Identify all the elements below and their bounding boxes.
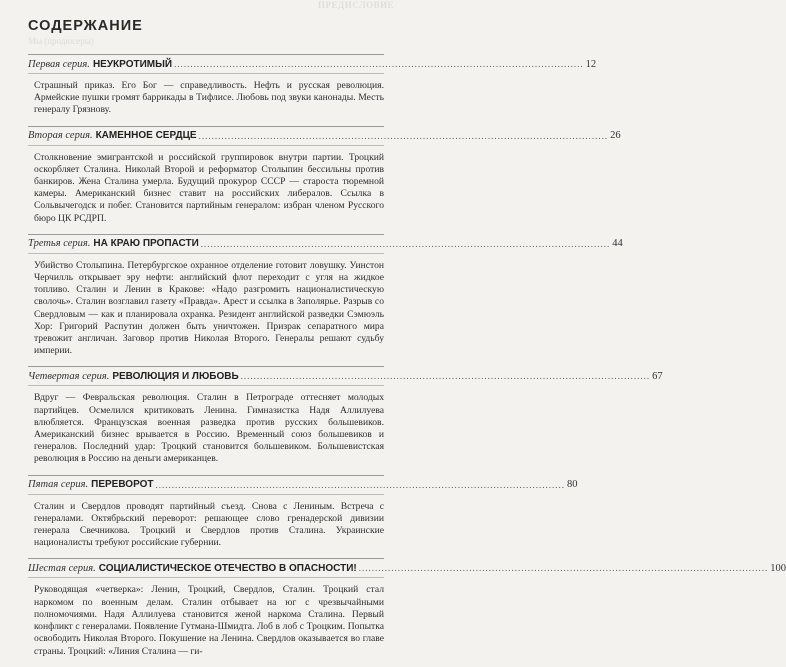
page-number: 44 <box>612 238 623 250</box>
leader-dots: .............................................................................................................................. <box>174 59 584 69</box>
toc-title-row <box>28 366 663 386</box>
series-label: Первая серия. <box>28 58 90 70</box>
episode-description: Вдруг — Февральская революция. Сталин в Петрограде оттесняет молодых партийцев. Осмелился критиковать Ленина. Гимназистка Надя Аллилуева влюбляется. Французская военная разведка против русских большевиков. Американский бизнес врывается в Россию. Временный союз большевиков и генералов. Последний удар: Троцкий становится большевиком. Большевистская революция в Россию на деньги американцев. <box>34 392 384 465</box>
toc-title-row <box>28 558 786 578</box>
page-number: 12 <box>585 58 597 70</box>
series-label: Шестая серия. <box>28 562 96 574</box>
leader-dots: .............................................................................................................................. <box>240 371 651 382</box>
bleed-subline: Мы (продюсеры) <box>28 36 94 46</box>
episode-title: НА КРАЮ ПРОПАСТИ <box>93 238 199 250</box>
series-label: Третья серия. <box>28 238 91 250</box>
leader-dots: .............................................................................................................................. <box>200 238 611 249</box>
leader-dots: .............................................................................................................................. <box>198 130 609 141</box>
toc-entry-4 <box>28 366 663 465</box>
page-title: СОДЕРЖАНИЕ <box>28 18 143 34</box>
leader-dots: .............................................................................................................................. <box>358 563 769 574</box>
leader-dots: .............................................................................................................................. <box>155 479 565 490</box>
episode-description: Руководящая «четверка»: Ленин, Троцкий, Свердлов, Сталин. Троцкий стал наркомом по военным делам. Сталин отбывает на юг с чрезвычайными полномочиями. Надя Аллилуева становится женой наркома Сталина. Первый конфликт с генералами. Появление Гутмана-Шмидта. Лоб в лоб с Троцким. Попытка освободить Николая Второго. Покушение на Ленина. Свердлов оказывается во главе страны. Троцкий: «Линия Сталина — ги- <box>34 584 384 657</box>
toc-title-row <box>28 234 623 254</box>
episode-title: КАМЕННОЕ СЕРДЦЕ <box>95 130 197 142</box>
page-number: 80 <box>567 479 578 491</box>
page-number: 67 <box>652 370 663 382</box>
toc-entry-2 <box>28 126 621 225</box>
bleed-heading: ПРЕДИСЛОВИЕ <box>318 0 395 10</box>
toc-title-row <box>28 475 578 495</box>
episode-title: СОЦИАЛИСТИЧЕСКОЕ ОТЕЧЕСТВО В ОПАСНОСТИ! <box>98 562 357 574</box>
series-label: Четвертая серия. <box>28 370 110 382</box>
table-of-contents <box>28 54 786 667</box>
toc-entry-3 <box>28 234 623 358</box>
episode-description: Сталин и Свердлов проводят партийный съезд. Снова с Лениным. Встреча с генералами. Октябрьский переворот: решающее слово гренадерской дивизии генерала Свечникова. Троцкий и Свердлов против Сталина. Украинские националисты требуют российские губернии. <box>34 500 384 549</box>
page-number: 100 <box>770 562 786 574</box>
toc-entry-6 <box>28 558 786 657</box>
toc-title-row <box>28 54 597 74</box>
episode-description: Убийство Столыпина. Петербургское охранное отделение готовит ловушку. Уинстон Черчилль открывает эру нефти: английский флот переходит с угля на жидкое топливо. Сталин и Ленин в Кракове: «Надо разгромить националистическую сволочь». Сталин возглавил газету «Правда». Арест и ссылка в Заполярье. Разрыв со Свердловым — как и планировала охранка. Резидент английской разведки Сэмюэль Хор: Григорий Распутин должен быть уничтожен. Призрак сепаратного мира тревожит англичан. Заговор против Николая Второго. Генералы решают судьбу империи. <box>34 259 384 357</box>
episode-title: НЕУКРОТИМЫЙ <box>92 58 173 70</box>
series-label: Пятая серия. <box>28 479 89 491</box>
toc-entry-1 <box>28 54 597 117</box>
episode-description: Столкновение эмигрантской и российской группировок внутри партии. Троцкий оскорбляет Сталина. Николай Второй и реформатор Столыпин бессильны против банкиров. Жена Сталина умерла. Будущий прокурор СССР — староста тюремной камеры. Американский бизнес ставит на российских либералов. Ссылка в Сольвычегодск и побег. Становится партийным генералом: избран членом Русского бюро ЦК РСДРП. <box>34 151 384 224</box>
toc-title-row <box>28 126 621 146</box>
series-label: Вторая серия. <box>28 130 93 142</box>
toc-entry-5 <box>28 475 578 550</box>
page-number: 26 <box>610 130 621 142</box>
episode-title: РЕВОЛЮЦИЯ И ЛЮБОВЬ <box>112 370 239 382</box>
episode-title: ПЕРЕВОРОТ <box>91 479 154 491</box>
episode-description: Страшный приказ. Его Бог — справедливость. Нефть и русская революция. Армейские пушки громят баррикады в Тифлисе. Любовь под звуки канонады. Месть генералу Грязнову. <box>34 80 384 116</box>
